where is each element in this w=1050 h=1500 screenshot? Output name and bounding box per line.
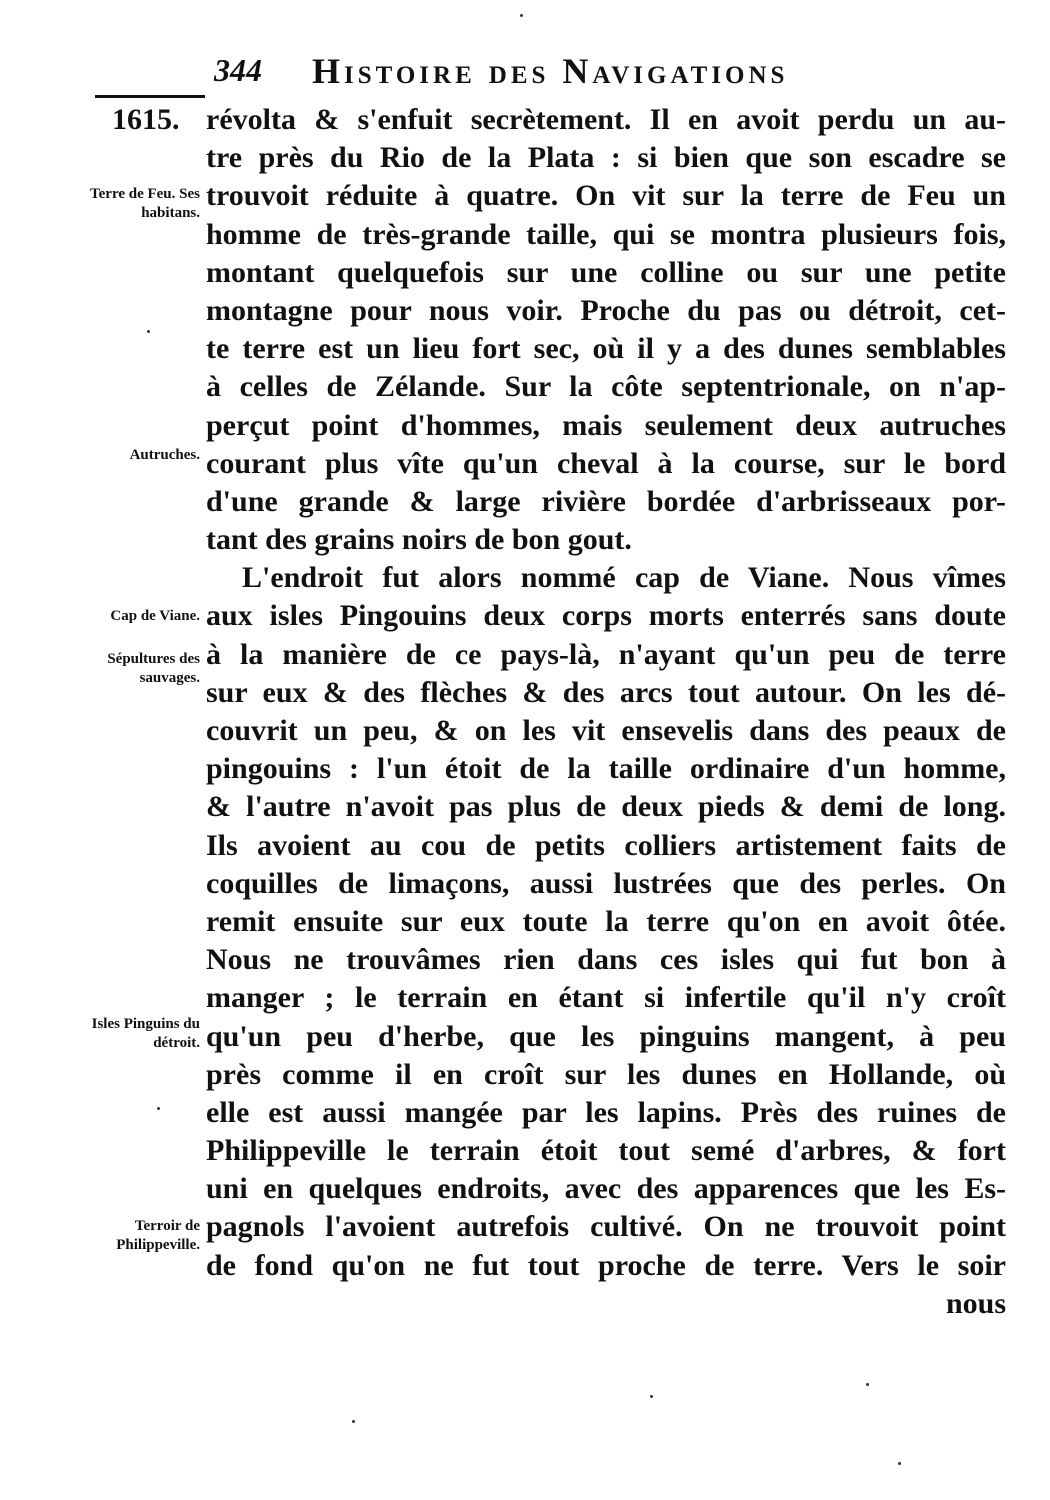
print-speck [157, 1107, 160, 1110]
text-line: courant plus vîte qu'un cheval à la course, sur le bord [206, 446, 1006, 480]
margin-rule [95, 95, 205, 98]
running-title: Histoire des Navigations [312, 51, 789, 91]
text-line: qu'un peu d'herbe, que les pinguins mangent, à peu [206, 1019, 1006, 1053]
text-line: sur eux & des flèches & des arcs tout autour. On les dé- [206, 675, 1006, 709]
text-line: pingouins : l'un étoit de la taille ordinaire d'un homme, [206, 752, 1006, 786]
text-line: homme de très-grande taille, qui se montra plusieurs fois, [206, 217, 1006, 251]
text-line: couvrit un peu, & on les vit ensevelis dans des peaux de [206, 714, 1006, 747]
text-line: perçut point d'hommes, mais seulement deux autruches [206, 408, 1006, 442]
page-header [214, 50, 1004, 100]
print-speck [352, 1420, 355, 1423]
text-line: elle est aussi mangée par les lapins. Près des ruines de [206, 1095, 1006, 1129]
text-line: de fond qu'on ne fut tout proche de terre. Vers le soir [206, 1248, 1006, 1282]
text-line: tant des grains noirs de bon gout. [206, 523, 632, 557]
margin-year: 1615. [112, 103, 180, 136]
text-line: montant quelquefois sur une colline ou sur une petite [206, 255, 1006, 289]
margin-note-terre-de-feu: Terre de Feu. Ses habitans. [90, 186, 200, 221]
text-line: d'une grande & large rivière bordée d'arbrisseaux por- [206, 484, 1006, 518]
margin-note-terroir-philippeville: Terroir de Philippeville. [116, 1218, 200, 1253]
print-speck [520, 14, 523, 17]
text-line: à la manière de ce pays-là, n'ayant qu'un peu de terre [206, 637, 1006, 671]
margin-note-sepultures: Sépultures des sauvages. [107, 651, 200, 686]
text-line: Ils avoient au cou de petits colliers artistement faits de [206, 828, 1006, 862]
text-line: & l'autre n'avoit pas plus de deux pieds & demi de long. [206, 790, 1006, 824]
text-line-paragraph-start: L'endroit fut alors nommé cap de Viane. Nous vîmes [242, 561, 1006, 595]
text-line: uni en quelques endroits, avec des apparences que les Es- [206, 1172, 1006, 1206]
text-line: trouvoit réduite à quatre. On vit sur la terre de Feu un [206, 179, 1006, 213]
margin-note-autruches: Autruches. [129, 447, 200, 463]
text-line: remit ensuite sur eux toute la terre qu'on en avoit ôtée. [206, 904, 1006, 938]
page-number: 344 [214, 52, 262, 88]
text-line: te terre est un lieu fort sec, où il y a des dunes semblables [206, 332, 1006, 366]
margin-note-cap-de-viane: Cap de Viane. [110, 608, 200, 624]
catchword: nous [945, 1286, 1006, 1320]
print-speck [147, 330, 150, 333]
text-line: Nous ne trouvâmes rien dans ces isles qui fut bon à [206, 943, 1006, 977]
print-speck [866, 1383, 869, 1386]
text-line: montagne pour nous voir. Proche du pas ou détroit, cet- [206, 293, 1006, 327]
print-speck [898, 1462, 901, 1465]
text-line: à celles de Zélande. Sur la côte septentrionale, on n'ap- [206, 370, 1006, 404]
text-line: manger ; le terrain en étant si infertile qu'il n'y croît [206, 981, 1006, 1015]
text-line: près comme il en croît sur les dunes en Hollande, où [206, 1057, 1006, 1091]
text-line: Philippeville le terrain étoit tout semé d'arbres, & fort [206, 1134, 1006, 1168]
body-text [206, 101, 1006, 1323]
text-line: tre près du Rio de la Plata : si bien que son escadre se [206, 141, 1006, 175]
text-line: pagnols l'avoient autrefois cultivé. On ne trouvoit point [206, 1210, 1006, 1244]
text-line: aux isles Pingouins deux corps morts enterrés sans doute [206, 599, 1006, 633]
text-line: coquilles de limaçons, aussi lustrées que des perles. On [206, 866, 1006, 900]
margin-note-isles-pinguins: Isles Pinguins du détroit. [91, 1016, 200, 1051]
text-line: révolta & s'enfuit secrètement. Il en avoit perdu un au- [206, 103, 1006, 136]
print-speck [650, 1395, 653, 1398]
